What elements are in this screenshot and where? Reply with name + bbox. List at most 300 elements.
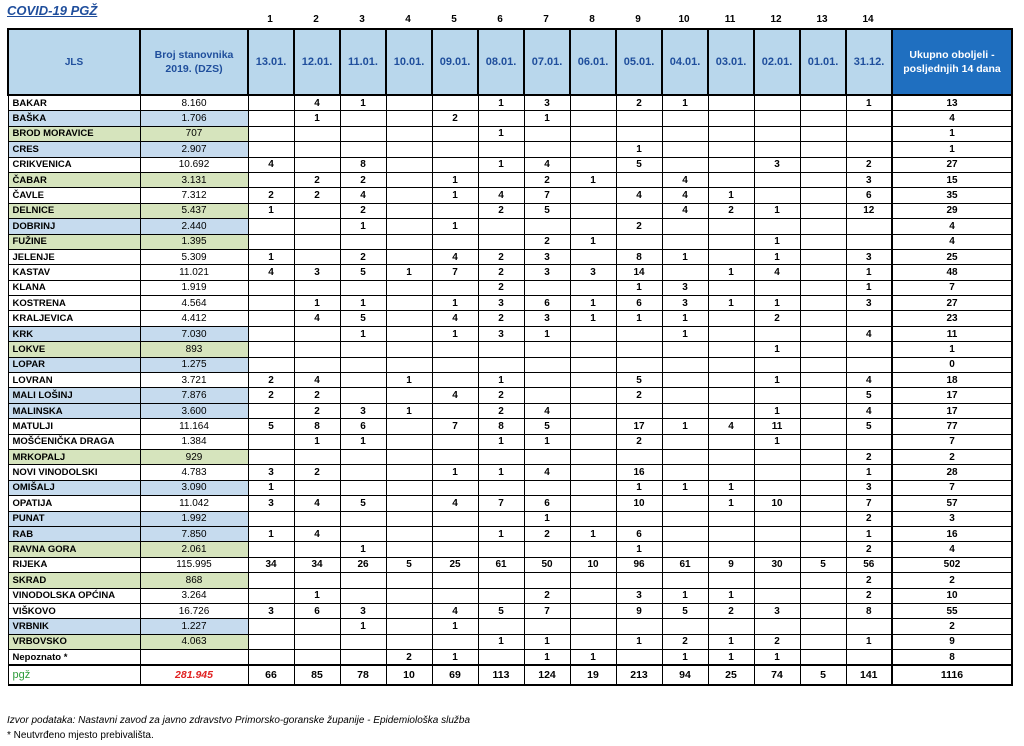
case-count-cell — [248, 434, 294, 449]
case-count-cell — [248, 326, 294, 341]
header-date: 07.01. — [524, 29, 570, 95]
municipality-name: SKRAD — [8, 573, 140, 588]
case-count-cell: 4 — [846, 326, 892, 341]
municipality-name: FUŽINE — [8, 234, 140, 249]
population-cell: 4.564 — [140, 296, 248, 311]
case-count-cell — [754, 142, 800, 157]
row-total-cell: 13 — [892, 95, 1012, 111]
case-count-cell: 7 — [432, 419, 478, 434]
case-count-cell — [662, 496, 708, 511]
case-count-cell — [800, 542, 846, 557]
municipality-name: MATULJI — [8, 419, 140, 434]
case-count-cell — [386, 172, 432, 187]
case-count-cell — [616, 511, 662, 526]
case-count-cell — [340, 526, 386, 541]
day-number: 1 — [267, 14, 273, 25]
case-count-cell — [432, 280, 478, 295]
case-count-cell: 1 — [616, 311, 662, 326]
header-date: 08.01. — [478, 29, 524, 95]
case-count-cell: 1 — [478, 634, 524, 649]
table-row — [8, 126, 1012, 141]
case-count-cell: 1 — [708, 296, 754, 311]
case-count-cell — [478, 650, 524, 666]
case-count-cell — [570, 373, 616, 388]
case-count-cell: 1 — [294, 588, 340, 603]
case-count-cell: 1 — [754, 373, 800, 388]
row-total-cell: 57 — [892, 496, 1012, 511]
case-count-cell: 3 — [524, 95, 570, 111]
population-cell: 1.395 — [140, 234, 248, 249]
population-cell: 8.160 — [140, 95, 248, 111]
case-count-cell: 3 — [662, 280, 708, 295]
case-count-cell: 1 — [754, 234, 800, 249]
case-count-cell — [248, 573, 294, 588]
case-count-cell: 3 — [846, 249, 892, 264]
population-cell: 868 — [140, 573, 248, 588]
case-count-cell — [708, 219, 754, 234]
case-count-cell — [754, 526, 800, 541]
case-count-cell: 7 — [478, 496, 524, 511]
column-total-cell: 5 — [800, 665, 846, 685]
municipality-name: JELENJE — [8, 249, 140, 264]
case-count-cell — [708, 172, 754, 187]
case-count-cell — [800, 603, 846, 618]
case-count-cell: 8 — [340, 157, 386, 172]
case-count-cell — [294, 357, 340, 372]
table-row — [8, 311, 1012, 326]
row-total-cell: 8 — [892, 650, 1012, 666]
case-count-cell — [248, 403, 294, 418]
case-count-cell: 1 — [754, 203, 800, 218]
case-count-cell — [570, 357, 616, 372]
case-count-cell: 1 — [524, 326, 570, 341]
case-count-cell — [294, 449, 340, 464]
case-count-cell — [708, 280, 754, 295]
population-cell: 3.090 — [140, 480, 248, 495]
case-count-cell — [248, 634, 294, 649]
municipality-name: VINODOLSKA OPĆINA — [8, 588, 140, 603]
case-count-cell — [662, 219, 708, 234]
case-count-cell: 2 — [846, 542, 892, 557]
case-count-cell — [570, 465, 616, 480]
table-row — [8, 557, 1012, 572]
population-cell: 4.783 — [140, 465, 248, 480]
case-count-cell — [432, 511, 478, 526]
day-number: 5 — [451, 14, 457, 25]
case-count-cell: 2 — [708, 203, 754, 218]
case-count-cell: 3 — [846, 296, 892, 311]
case-count-cell — [754, 465, 800, 480]
case-count-cell: 1 — [846, 95, 892, 111]
case-count-cell: 2 — [294, 188, 340, 203]
case-count-cell — [846, 311, 892, 326]
case-count-cell: 1 — [708, 496, 754, 511]
case-count-cell — [570, 419, 616, 434]
case-count-cell — [248, 542, 294, 557]
row-total-cell: 4 — [892, 542, 1012, 557]
table-row — [8, 234, 1012, 249]
case-count-cell — [248, 357, 294, 372]
municipality-name: MALINSKA — [8, 403, 140, 418]
case-count-cell: 30 — [754, 557, 800, 572]
case-count-cell — [294, 249, 340, 264]
case-count-cell — [662, 234, 708, 249]
case-count-cell — [754, 172, 800, 187]
row-total-cell: 2 — [892, 573, 1012, 588]
column-total-cell: 25 — [708, 665, 754, 685]
header-jls: JLS — [8, 29, 140, 95]
case-count-cell: 1 — [616, 480, 662, 495]
case-count-cell — [754, 188, 800, 203]
case-count-cell — [524, 126, 570, 141]
case-count-cell — [754, 326, 800, 341]
case-count-cell — [386, 326, 432, 341]
header-date: 12.01. — [294, 29, 340, 95]
table-row — [8, 526, 1012, 541]
case-count-cell: 1 — [524, 511, 570, 526]
case-count-cell — [800, 157, 846, 172]
case-count-cell — [800, 111, 846, 126]
population-cell: 5.309 — [140, 249, 248, 264]
case-count-cell — [432, 142, 478, 157]
population-cell: 4.063 — [140, 634, 248, 649]
case-count-cell — [386, 188, 432, 203]
row-total-cell: 23 — [892, 311, 1012, 326]
row-total-cell: 1 — [892, 142, 1012, 157]
case-count-cell — [570, 511, 616, 526]
case-count-cell — [340, 357, 386, 372]
source-note: Izvor podataka: Nastavni zavod za javno zdravstvo Primorsko-goranske županije - Epidemiološka služba — [7, 715, 471, 726]
case-count-cell: 2 — [846, 449, 892, 464]
case-count-cell — [386, 388, 432, 403]
case-count-cell — [386, 280, 432, 295]
column-total-cell: 94 — [662, 665, 708, 685]
case-count-cell — [800, 203, 846, 218]
case-count-cell: 3 — [846, 172, 892, 187]
case-count-cell: 6 — [616, 526, 662, 541]
table-row — [8, 172, 1012, 187]
case-count-cell — [478, 449, 524, 464]
grand-total-cell: 1116 — [892, 665, 1012, 685]
case-count-cell: 12 — [846, 203, 892, 218]
case-count-cell: 1 — [524, 434, 570, 449]
row-total-cell: 25 — [892, 249, 1012, 264]
case-count-cell: 1 — [248, 203, 294, 218]
case-count-cell — [800, 265, 846, 280]
case-count-cell — [248, 126, 294, 141]
case-count-cell — [386, 142, 432, 157]
header-date: 02.01. — [754, 29, 800, 95]
case-count-cell: 4 — [708, 419, 754, 434]
case-count-cell — [248, 588, 294, 603]
case-count-cell: 4 — [524, 403, 570, 418]
case-count-cell: 1 — [846, 465, 892, 480]
table-row — [8, 342, 1012, 357]
case-count-cell — [386, 634, 432, 649]
case-count-cell: 4 — [294, 95, 340, 111]
case-count-cell: 1 — [570, 172, 616, 187]
case-count-cell — [386, 95, 432, 111]
case-count-cell: 7 — [524, 603, 570, 618]
case-count-cell — [754, 126, 800, 141]
case-count-cell: 2 — [846, 157, 892, 172]
case-count-cell — [754, 588, 800, 603]
case-count-cell — [570, 326, 616, 341]
municipality-name: NOVI VINODOLSKI — [8, 465, 140, 480]
municipality-name: ČABAR — [8, 172, 140, 187]
row-total-cell: 10 — [892, 588, 1012, 603]
population-cell: 7.312 — [140, 188, 248, 203]
case-count-cell — [386, 480, 432, 495]
population-cell: 2.907 — [140, 142, 248, 157]
case-count-cell: 3 — [754, 157, 800, 172]
population-cell: 3.721 — [140, 373, 248, 388]
case-count-cell — [524, 342, 570, 357]
row-total-cell: 1 — [892, 342, 1012, 357]
case-count-cell — [754, 480, 800, 495]
case-count-cell — [432, 357, 478, 372]
row-total-cell: 2 — [892, 449, 1012, 464]
case-count-cell — [708, 449, 754, 464]
case-count-cell — [570, 249, 616, 264]
case-count-cell: 2 — [294, 403, 340, 418]
case-count-cell — [386, 526, 432, 541]
case-count-cell: 17 — [616, 419, 662, 434]
case-count-cell — [386, 434, 432, 449]
case-count-cell — [340, 650, 386, 666]
population-cell: 2.061 — [140, 542, 248, 557]
row-total-cell: 4 — [892, 234, 1012, 249]
case-count-cell: 4 — [294, 373, 340, 388]
case-count-cell: 4 — [754, 265, 800, 280]
population-cell: 115.995 — [140, 557, 248, 572]
case-count-cell — [478, 342, 524, 357]
case-count-cell — [386, 219, 432, 234]
case-count-cell — [478, 142, 524, 157]
case-count-cell: 1 — [432, 219, 478, 234]
population-cell: 5.437 — [140, 203, 248, 218]
case-count-cell — [340, 280, 386, 295]
case-count-cell — [846, 126, 892, 141]
case-count-cell — [340, 388, 386, 403]
population-cell: 1.384 — [140, 434, 248, 449]
case-count-cell: 3 — [248, 603, 294, 618]
population-cell: 7.030 — [140, 326, 248, 341]
case-count-cell — [386, 603, 432, 618]
population-cell: 3.131 — [140, 172, 248, 187]
case-count-cell — [570, 403, 616, 418]
table-row — [8, 619, 1012, 634]
case-count-cell: 2 — [248, 388, 294, 403]
day-number: 4 — [405, 14, 411, 25]
case-count-cell — [616, 126, 662, 141]
case-count-cell — [340, 126, 386, 141]
case-count-cell: 1 — [570, 311, 616, 326]
case-count-cell — [294, 634, 340, 649]
case-count-cell — [478, 511, 524, 526]
population-cell: 1.992 — [140, 511, 248, 526]
case-count-cell: 3 — [478, 296, 524, 311]
municipality-name: VIŠKOVO — [8, 603, 140, 618]
case-count-cell — [248, 142, 294, 157]
population-cell: 11.164 — [140, 419, 248, 434]
case-count-cell: 2 — [478, 249, 524, 264]
page-title: COVID-19 PGŽ — [7, 3, 98, 18]
case-count-cell — [800, 573, 846, 588]
case-count-cell: 14 — [616, 265, 662, 280]
case-count-cell: 6 — [616, 296, 662, 311]
case-count-cell — [800, 419, 846, 434]
case-count-cell: 1 — [294, 434, 340, 449]
case-count-cell: 4 — [846, 403, 892, 418]
row-total-cell: 17 — [892, 403, 1012, 418]
table-row — [8, 357, 1012, 372]
case-count-cell — [800, 403, 846, 418]
case-count-cell: 5 — [478, 603, 524, 618]
case-count-cell — [800, 234, 846, 249]
case-count-cell: 8 — [294, 419, 340, 434]
case-count-cell — [662, 157, 708, 172]
case-count-cell — [524, 542, 570, 557]
case-count-cell: 1 — [248, 249, 294, 264]
case-count-cell: 34 — [248, 557, 294, 572]
case-count-cell: 4 — [248, 265, 294, 280]
case-count-cell — [708, 619, 754, 634]
row-total-cell: 16 — [892, 526, 1012, 541]
row-total-cell: 3 — [892, 511, 1012, 526]
case-count-cell — [340, 465, 386, 480]
case-count-cell — [432, 542, 478, 557]
municipality-name: LOVRAN — [8, 373, 140, 388]
population-cell: 16.726 — [140, 603, 248, 618]
case-count-cell: 4 — [294, 311, 340, 326]
case-count-cell — [340, 588, 386, 603]
case-count-cell — [800, 465, 846, 480]
case-count-cell — [248, 511, 294, 526]
case-count-cell: 3 — [616, 588, 662, 603]
case-count-cell — [524, 142, 570, 157]
case-count-cell: 2 — [340, 203, 386, 218]
case-count-cell — [386, 311, 432, 326]
case-count-cell — [478, 357, 524, 372]
day-number: 12 — [770, 14, 782, 25]
municipality-name: OPATIJA — [8, 496, 140, 511]
case-count-cell — [570, 157, 616, 172]
case-count-cell: 1 — [754, 342, 800, 357]
covid-table — [7, 28, 1013, 686]
day-number: 7 — [543, 14, 549, 25]
table-row — [8, 249, 1012, 264]
case-count-cell: 1 — [478, 373, 524, 388]
case-count-cell — [800, 95, 846, 111]
header-date: 31.12. — [846, 29, 892, 95]
case-count-cell: 1 — [754, 296, 800, 311]
column-total-cell: 66 — [248, 665, 294, 685]
case-count-cell — [708, 249, 754, 264]
case-count-cell: 1 — [248, 480, 294, 495]
case-count-cell — [386, 619, 432, 634]
case-count-cell: 4 — [846, 373, 892, 388]
case-count-cell: 5 — [662, 603, 708, 618]
case-count-cell: 1 — [846, 634, 892, 649]
case-count-cell: 2 — [294, 172, 340, 187]
table-row — [8, 95, 1012, 111]
municipality-name: BAŠKA — [8, 111, 140, 126]
case-count-cell — [800, 126, 846, 141]
case-count-cell: 4 — [524, 465, 570, 480]
case-count-cell — [478, 111, 524, 126]
municipality-name: MALI LOŠINJ — [8, 388, 140, 403]
case-count-cell: 5 — [616, 157, 662, 172]
case-count-cell: 4 — [662, 203, 708, 218]
table-row — [8, 265, 1012, 280]
case-count-cell — [294, 126, 340, 141]
case-count-cell: 1 — [846, 280, 892, 295]
case-count-cell — [478, 480, 524, 495]
case-count-cell: 6 — [340, 419, 386, 434]
case-count-cell — [340, 142, 386, 157]
case-count-cell — [294, 650, 340, 666]
case-count-cell — [754, 619, 800, 634]
day-number: 14 — [862, 14, 874, 25]
case-count-cell: 5 — [340, 496, 386, 511]
case-count-cell: 6 — [294, 603, 340, 618]
case-count-cell: 1 — [524, 650, 570, 666]
case-count-cell — [478, 219, 524, 234]
case-count-cell: 1 — [754, 249, 800, 264]
municipality-name: BROD MORAVICE — [8, 126, 140, 141]
table-row — [8, 280, 1012, 295]
case-count-cell: 2 — [294, 465, 340, 480]
row-total-cell: 35 — [892, 188, 1012, 203]
case-count-cell — [708, 434, 754, 449]
case-count-cell — [570, 449, 616, 464]
population-cell: 11.042 — [140, 496, 248, 511]
case-count-cell: 2 — [294, 388, 340, 403]
case-count-cell: 96 — [616, 557, 662, 572]
case-count-cell: 5 — [524, 419, 570, 434]
table-row — [8, 542, 1012, 557]
row-total-cell: 11 — [892, 326, 1012, 341]
column-total-cell: 113 — [478, 665, 524, 685]
case-count-cell — [708, 111, 754, 126]
case-count-cell: 5 — [524, 203, 570, 218]
case-count-cell: 10 — [616, 496, 662, 511]
case-count-cell — [616, 357, 662, 372]
case-count-cell — [754, 511, 800, 526]
case-count-cell — [570, 496, 616, 511]
case-count-cell — [754, 111, 800, 126]
case-count-cell: 4 — [524, 157, 570, 172]
case-count-cell: 61 — [662, 557, 708, 572]
case-count-cell — [478, 542, 524, 557]
municipality-name: RAVNA GORA — [8, 542, 140, 557]
case-count-cell: 3 — [846, 480, 892, 495]
table-row — [8, 419, 1012, 434]
case-count-cell — [248, 311, 294, 326]
day-number: 6 — [497, 14, 503, 25]
case-count-cell — [570, 619, 616, 634]
case-count-cell: 2 — [846, 511, 892, 526]
population-cell: 7.876 — [140, 388, 248, 403]
case-count-cell — [708, 511, 754, 526]
case-count-cell — [386, 511, 432, 526]
municipality-name: KOSTRENA — [8, 296, 140, 311]
table-row — [8, 588, 1012, 603]
case-count-cell — [570, 188, 616, 203]
case-count-cell — [248, 219, 294, 234]
column-total-cell: 141 — [846, 665, 892, 685]
